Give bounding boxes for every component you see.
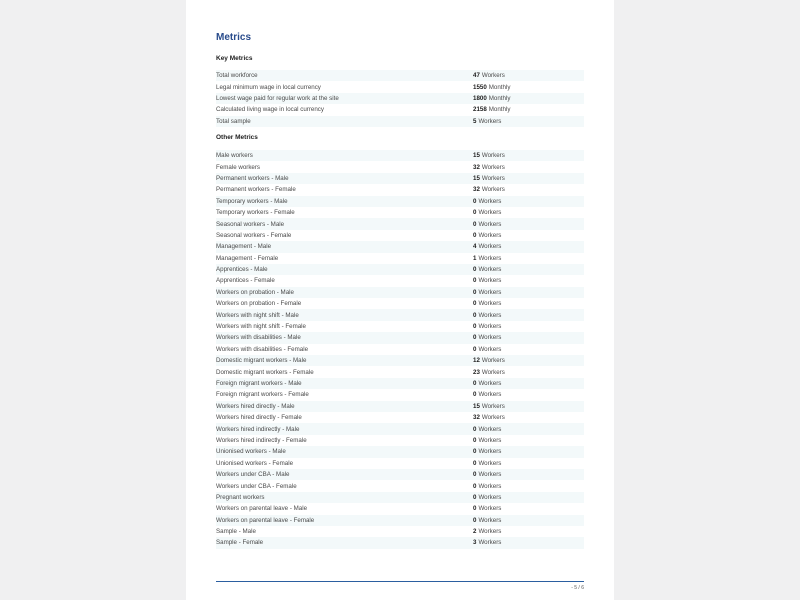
metric-unit: Workers — [478, 300, 502, 308]
metric-value — [473, 243, 584, 250]
metric-number: 0 — [473, 288, 477, 296]
metric-value — [473, 380, 584, 387]
metric-number: 0 — [473, 300, 477, 308]
table-row — [216, 196, 584, 207]
metric-unit: Workers — [478, 334, 502, 342]
metric-unit: Workers — [478, 528, 502, 536]
metric-number: 0 — [473, 334, 477, 342]
metric-label: Permanent workers - Male — [216, 174, 289, 182]
metric-value — [473, 118, 584, 125]
metric-label: Workers hired indirectly - Female — [216, 436, 307, 444]
metric-label: Apprentices - Male — [216, 266, 268, 274]
metric-number: 2 — [473, 528, 477, 536]
table-row — [216, 355, 584, 366]
metric-number: 0 — [473, 436, 477, 444]
table-row — [216, 526, 584, 537]
metric-label: Seasonal workers - Female — [216, 231, 292, 239]
metric-value — [473, 426, 584, 433]
metric-number: 32 — [473, 163, 480, 171]
table-row — [216, 173, 584, 184]
metric-number: 15 — [473, 402, 480, 410]
table-row — [216, 469, 584, 480]
metric-unit: Monthly — [488, 94, 511, 102]
metric-number: 0 — [473, 231, 477, 239]
other-metrics-table — [216, 150, 584, 549]
table-row — [216, 344, 584, 355]
metric-value — [473, 300, 584, 307]
metric-label: Sample - Female — [216, 539, 264, 547]
metric-label: Foreign migrant workers - Male — [216, 380, 302, 387]
metric-value — [473, 391, 584, 398]
metric-unit: Workers — [481, 72, 505, 80]
metric-label: Foreign migrant workers - Female — [216, 391, 309, 399]
metric-unit: Workers — [478, 505, 502, 513]
metric-value — [473, 460, 584, 467]
table-row — [216, 264, 584, 275]
metric-number: 2158 — [473, 106, 487, 114]
metric-unit: Workers — [478, 391, 502, 399]
table-row — [216, 241, 584, 252]
metric-number: 0 — [473, 277, 477, 285]
metric-number: 3 — [473, 539, 477, 547]
metric-number: 1550 — [473, 83, 487, 91]
other-metrics-heading: Other Metrics — [216, 134, 258, 141]
metric-value — [473, 84, 584, 91]
metric-value — [473, 346, 584, 353]
metric-unit: Workers — [478, 266, 502, 274]
metric-number: 0 — [473, 220, 477, 228]
metric-unit: Workers — [481, 414, 505, 422]
metric-number: 0 — [473, 323, 477, 331]
metric-label: Workers with disabilities - Female — [216, 345, 309, 353]
metric-label: Workers on parental leave - Male — [216, 505, 308, 513]
metric-value — [473, 517, 584, 524]
metric-value — [473, 289, 584, 296]
metric-number: 15 — [473, 174, 480, 182]
metric-number: 0 — [473, 459, 477, 467]
metric-label: Workers hired directly - Male — [216, 402, 295, 410]
metric-number: 0 — [473, 380, 477, 387]
metric-unit: Workers — [481, 163, 505, 171]
metric-value — [473, 528, 584, 535]
metric-value — [473, 152, 584, 159]
metric-value — [473, 312, 584, 319]
metric-value — [473, 357, 584, 364]
metric-label: Workers under CBA - Male — [216, 471, 290, 479]
metric-value — [473, 106, 584, 113]
table-row — [216, 161, 584, 172]
metric-value — [473, 403, 584, 410]
metric-label: Seasonal workers - Male — [216, 220, 285, 228]
metric-value — [473, 494, 584, 501]
table-row — [216, 309, 584, 320]
metric-value — [473, 95, 584, 102]
metric-label: Management - Male — [216, 243, 272, 251]
metric-number: 0 — [473, 516, 477, 524]
metric-unit: Workers — [478, 220, 502, 228]
metric-number: 0 — [473, 505, 477, 513]
metric-unit: Monthly — [488, 83, 511, 91]
key-metrics-heading: Key Metrics — [216, 55, 253, 62]
metric-unit: Workers — [478, 243, 502, 251]
table-row — [216, 207, 584, 218]
table-row — [216, 446, 584, 457]
table-row — [216, 275, 584, 286]
metric-label: Workers hired indirectly - Male — [216, 425, 300, 433]
metric-unit: Workers — [478, 323, 502, 331]
metric-unit: Workers — [481, 186, 505, 194]
metric-value — [473, 232, 584, 239]
metric-unit: Workers — [478, 436, 502, 444]
metric-label: Workers with disabilities - Male — [216, 334, 301, 342]
table-row — [216, 389, 584, 400]
metric-value — [473, 471, 584, 478]
metric-unit: Monthly — [488, 106, 511, 114]
metric-label: Unionised workers - Female — [216, 459, 294, 467]
table-row — [216, 253, 584, 264]
metric-label: Workers on probation - Female — [216, 300, 302, 308]
metric-value — [473, 539, 584, 546]
metric-value — [473, 266, 584, 273]
document-page — [186, 0, 614, 600]
table-row — [216, 401, 584, 412]
table-row — [216, 537, 584, 548]
metric-unit: Workers — [478, 448, 502, 456]
metric-number: 0 — [473, 425, 477, 433]
metric-label: Calculated living wage in local currency — [216, 106, 324, 114]
metric-unit: Workers — [478, 425, 502, 433]
table-row — [216, 515, 584, 526]
metric-label: Permanent workers - Female — [216, 186, 296, 194]
metric-value — [473, 164, 584, 171]
metric-label: Sample - Male — [216, 528, 256, 536]
metric-value — [473, 209, 584, 216]
table-row — [216, 287, 584, 298]
table-row — [216, 480, 584, 491]
metric-number: 0 — [473, 266, 477, 274]
metric-value — [473, 483, 584, 490]
table-row — [216, 70, 584, 81]
key-metrics-table — [216, 70, 584, 127]
page-number: - 5 / 6 — [571, 585, 584, 591]
metric-unit: Workers — [478, 493, 502, 501]
table-row — [216, 378, 584, 389]
metric-unit: Workers — [478, 380, 502, 387]
metric-value — [473, 334, 584, 341]
table-row — [216, 435, 584, 446]
metric-number: 0 — [473, 471, 477, 479]
metric-value — [473, 72, 584, 79]
table-row — [216, 184, 584, 195]
metric-number: 0 — [473, 448, 477, 456]
metric-unit: Workers — [478, 459, 502, 467]
metric-label: Domestic migrant workers - Female — [216, 368, 314, 376]
metric-unit: Workers — [478, 117, 502, 125]
table-row — [216, 321, 584, 332]
metric-label: Lowest wage paid for regular work at the site — [216, 94, 339, 102]
table-row — [216, 230, 584, 241]
metric-label: Management - Female — [216, 254, 279, 262]
metric-label: Workers on parental leave - Female — [216, 516, 315, 524]
table-row — [216, 81, 584, 92]
metric-unit: Workers — [481, 152, 505, 160]
footer-divider — [216, 581, 584, 582]
table-row — [216, 150, 584, 161]
table-row — [216, 104, 584, 115]
metric-unit: Workers — [478, 471, 502, 479]
metric-label: Workers on probation - Male — [216, 288, 294, 296]
metric-number: 47 — [473, 72, 480, 80]
table-row — [216, 298, 584, 309]
metric-label: Male workers — [216, 152, 253, 160]
metric-unit: Workers — [478, 482, 502, 490]
metric-unit: Workers — [478, 539, 502, 547]
metric-number: 0 — [473, 345, 477, 353]
metric-number: 32 — [473, 414, 480, 422]
metric-label: Temporary workers - Female — [216, 209, 295, 217]
metric-value — [473, 414, 584, 421]
metric-unit: Workers — [481, 402, 505, 410]
metric-unit: Workers — [478, 311, 502, 319]
metric-label: Pregnant workers — [216, 493, 265, 501]
table-row — [216, 332, 584, 343]
metric-label: Total sample — [216, 117, 251, 125]
metric-value — [473, 505, 584, 512]
metric-label: Legal minimum wage in local currency — [216, 83, 321, 91]
metric-number: 0 — [473, 311, 477, 319]
table-row — [216, 458, 584, 469]
metric-number: 0 — [473, 209, 477, 217]
metric-number: 0 — [473, 482, 477, 490]
metric-label: Workers hired directly - Female — [216, 414, 302, 422]
metric-number: 0 — [473, 493, 477, 501]
metric-value — [473, 186, 584, 193]
metric-label: Female workers — [216, 163, 261, 171]
metric-number: 0 — [473, 391, 477, 399]
metric-unit: Workers — [481, 174, 505, 182]
metric-label: Apprentices - Female — [216, 277, 275, 285]
metric-unit: Workers — [478, 197, 502, 205]
table-row — [216, 492, 584, 503]
table-row — [216, 503, 584, 514]
metric-unit: Workers — [478, 209, 502, 217]
metric-unit: Workers — [478, 231, 502, 239]
metric-unit: Workers — [478, 277, 502, 285]
table-row — [216, 116, 584, 127]
metric-number: 1 — [473, 254, 477, 262]
metric-unit: Workers — [481, 368, 505, 376]
metric-value — [473, 175, 584, 182]
metric-value — [473, 448, 584, 455]
metric-number: 15 — [473, 152, 480, 160]
section-title: Metrics — [216, 32, 252, 43]
metric-number: 32 — [473, 186, 480, 194]
metric-label: Domestic migrant workers - Male — [216, 357, 307, 365]
metric-number: 1800 — [473, 94, 487, 102]
metric-unit: Workers — [478, 345, 502, 353]
metric-label: Workers with night shift - Female — [216, 323, 306, 331]
metric-unit: Workers — [478, 288, 502, 296]
metric-label: Unionised workers - Male — [216, 448, 286, 456]
metric-value — [473, 221, 584, 228]
metric-label: Workers under CBA - Female — [216, 482, 297, 490]
table-row — [216, 93, 584, 104]
table-row — [216, 423, 584, 434]
metric-unit: Workers — [478, 254, 502, 262]
metric-number: 0 — [473, 197, 477, 205]
metric-number: 4 — [473, 243, 477, 251]
table-row — [216, 366, 584, 377]
metric-label: Temporary workers - Male — [216, 197, 288, 205]
metric-number: 23 — [473, 368, 480, 376]
metric-unit: Workers — [481, 357, 505, 365]
table-row — [216, 412, 584, 423]
metric-value — [473, 198, 584, 205]
table-row — [216, 218, 584, 229]
metric-value — [473, 369, 584, 376]
metric-label: Workers with night shift - Male — [216, 311, 299, 319]
metric-value — [473, 277, 584, 284]
metric-label: Total workforce — [216, 72, 258, 80]
metric-number: 5 — [473, 117, 477, 125]
metric-value — [473, 255, 584, 262]
metric-unit: Workers — [478, 516, 502, 524]
metric-number: 12 — [473, 357, 480, 365]
metric-value — [473, 323, 584, 330]
metric-value — [473, 437, 584, 444]
